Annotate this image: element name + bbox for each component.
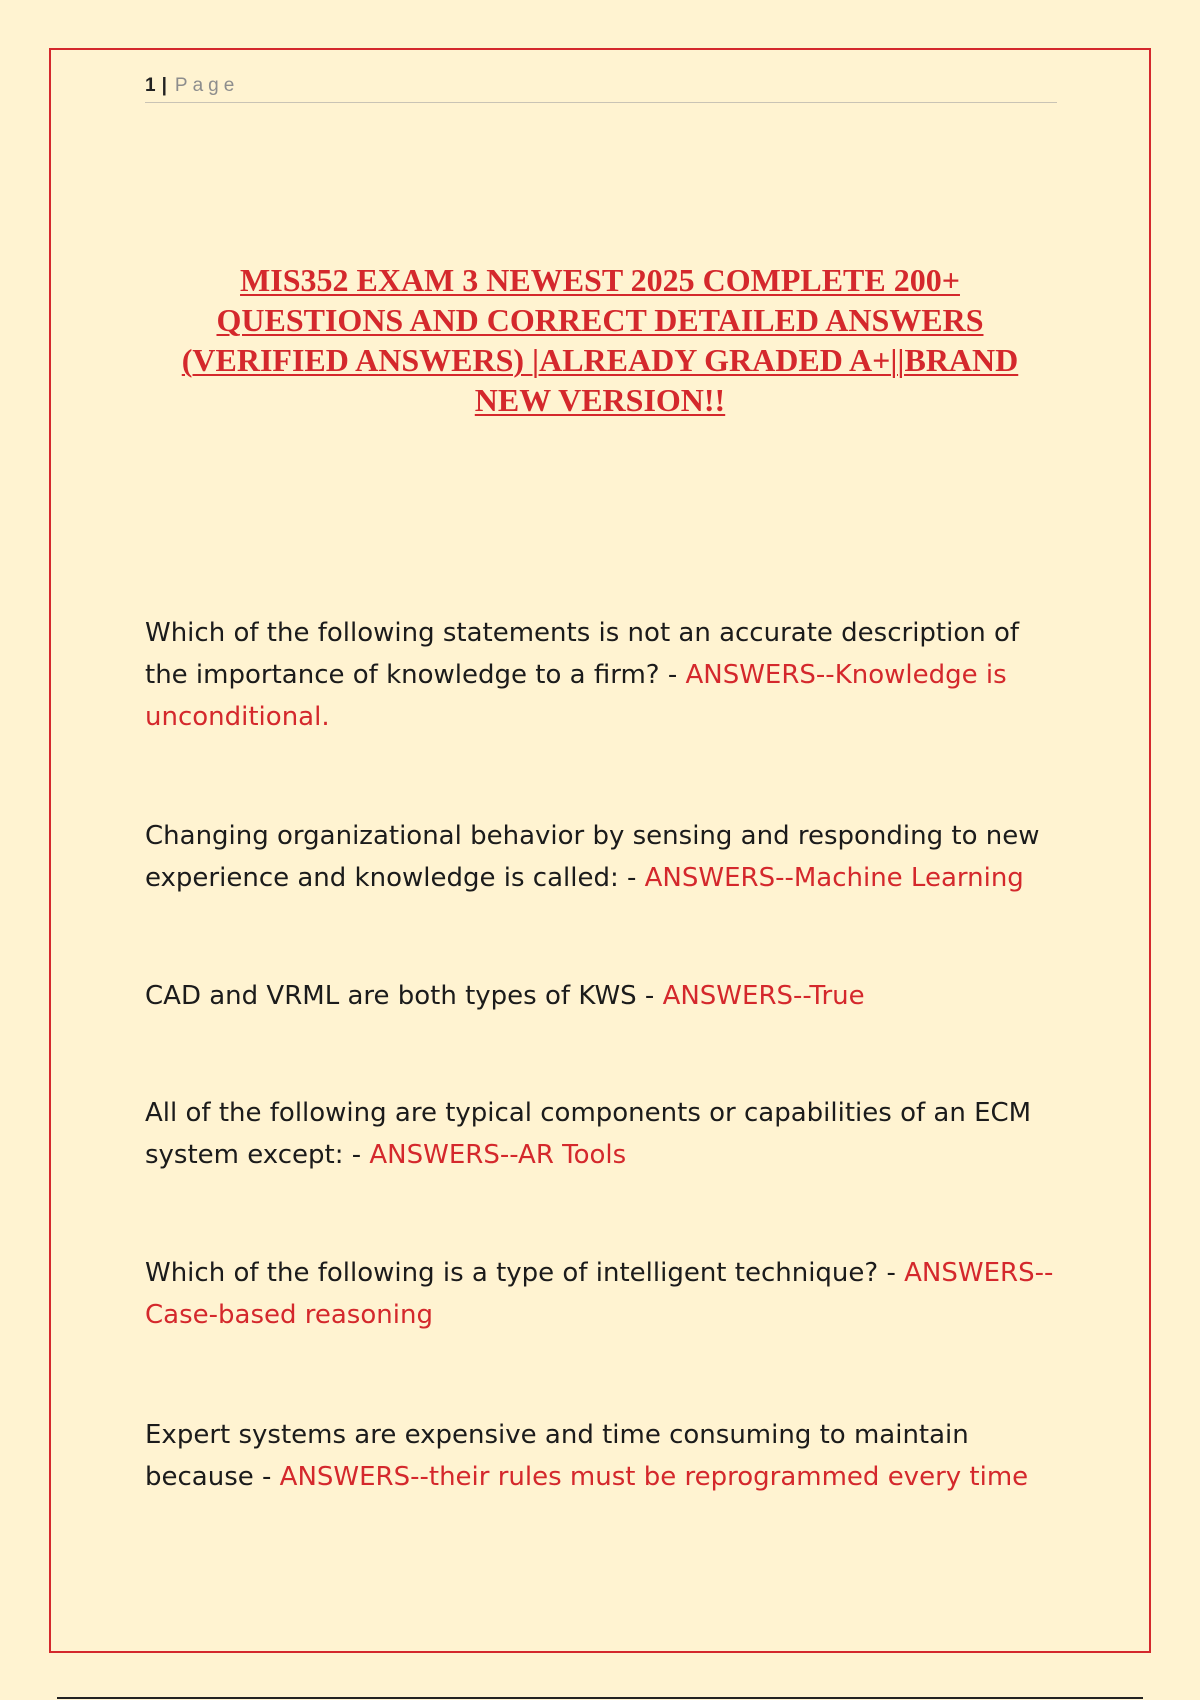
bottom-divider (57, 1697, 1143, 1699)
answer-text: ANSWERS--AR Tools (369, 1140, 627, 1170)
qa-item (145, 1252, 1065, 1336)
question-text: All of the following are typical components or capabilities of an ECM system except: - (145, 1098, 1032, 1170)
page-header (145, 70, 1057, 103)
answer-text: ANSWERS--True (662, 981, 865, 1011)
qa-item (145, 1414, 1065, 1498)
page-label: Page (174, 75, 240, 96)
qa-item (145, 1092, 1065, 1176)
question-text: CAD and VRML are both types of KWS - (145, 981, 663, 1011)
page-number: 1 (145, 75, 156, 96)
qa-item (145, 815, 1065, 899)
answer-text: ANSWERS--Machine Learning (644, 863, 1024, 893)
answer-text: ANSWERS--Knowledge is unconditional. (145, 660, 1007, 732)
qa-item (145, 975, 1065, 1017)
header-separator: | (161, 75, 167, 96)
answer-text: ANSWERS--Case-based reasoning (145, 1258, 1054, 1330)
question-text: Which of the following statements is not an accurate description of the importance of knowledge to a firm? - (145, 618, 1020, 690)
answer-text: ANSWERS--their rules must be reprogrammed every time (279, 1462, 1029, 1492)
qa-item (145, 612, 1065, 738)
question-text: Changing organizational behavior by sensing and responding to new experience and knowledge is called: - (145, 821, 1040, 893)
document-title: MIS352 EXAM 3 NEWEST 2025 COMPLETE 200+ QUESTIONS AND CORRECT DETAILED ANSWERS (VERIFIED ANSWERS) |ALREADY GRADED A+||BRAND NEW VERSION!! (181, 262, 1019, 418)
question-text: Expert systems are expensive and time consuming to maintain because - (145, 1420, 969, 1492)
question-text: Which of the following is a type of intelligent technique? - (145, 1258, 905, 1288)
